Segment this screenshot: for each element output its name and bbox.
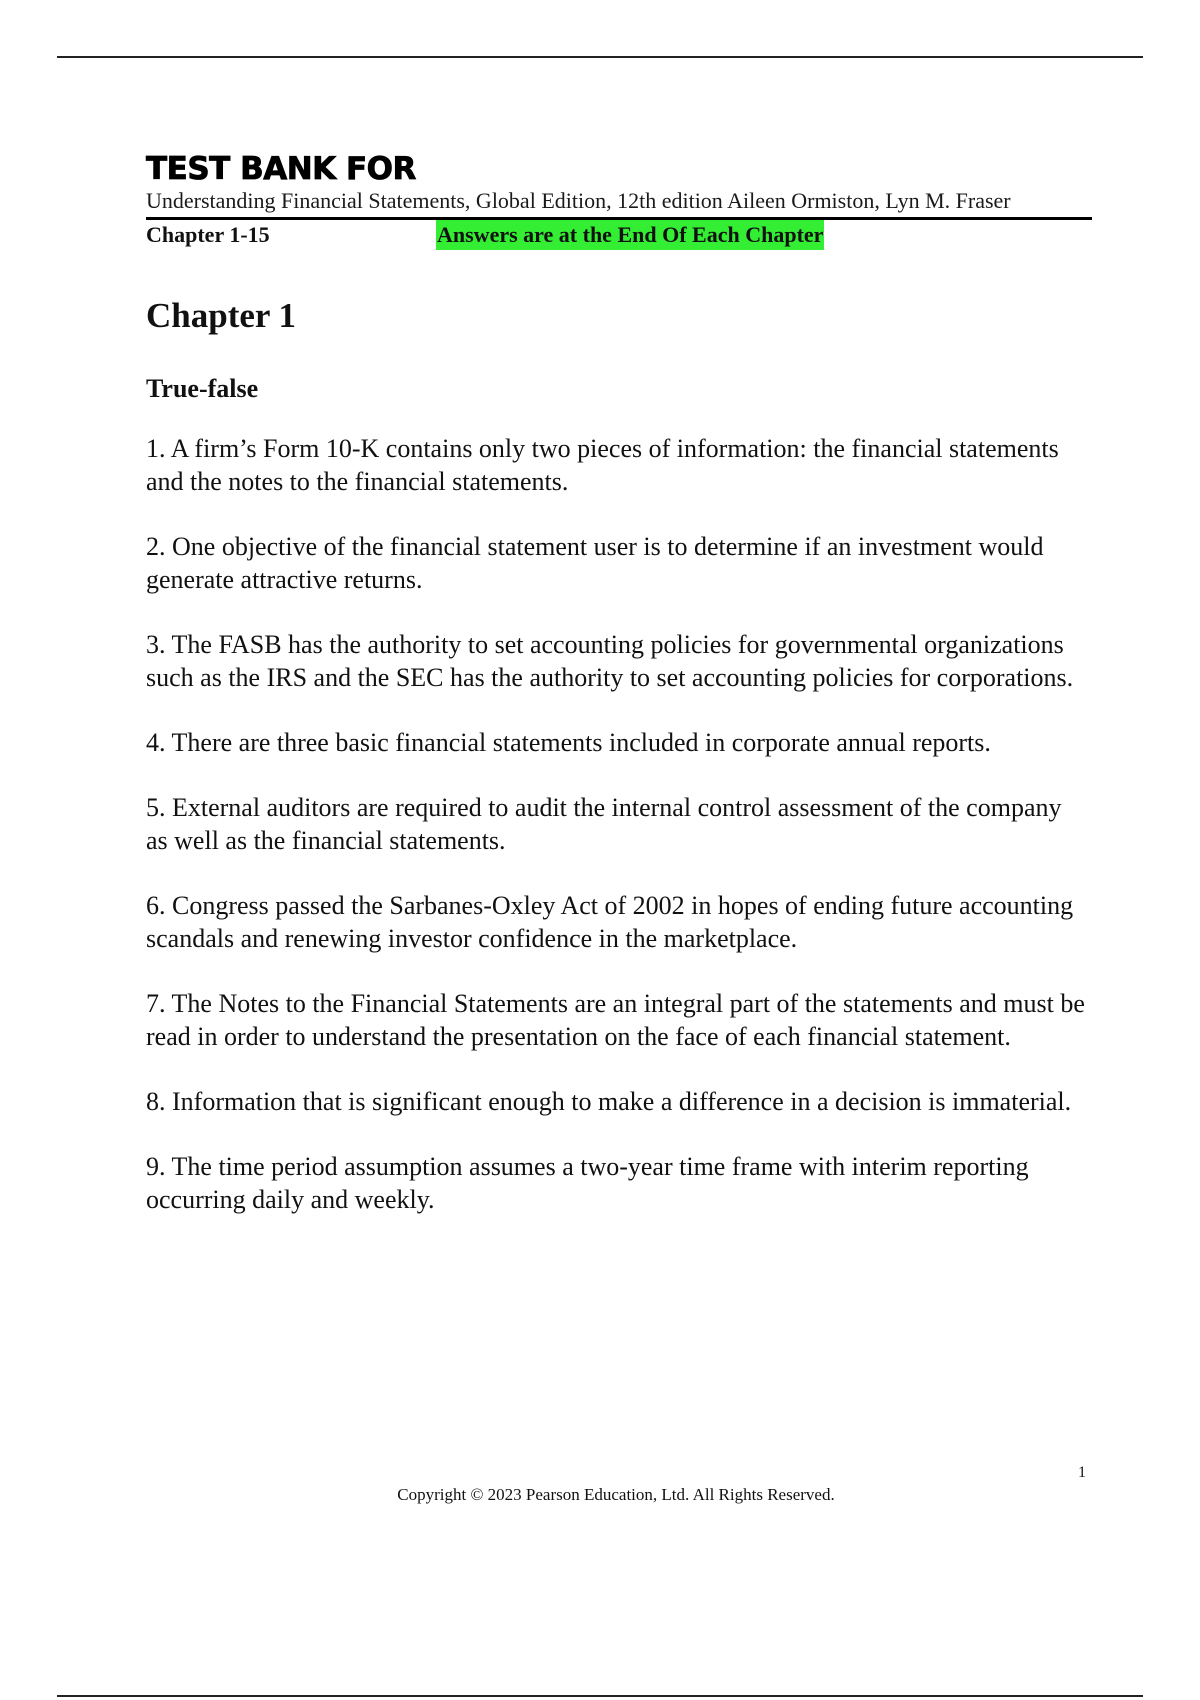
question-item: 1. A firm’s Form 10-K contains only two pieces of information: the financial statements and the notes to the financial statements. xyxy=(146,434,1059,496)
page-content xyxy=(146,150,1096,1248)
top-rule xyxy=(57,56,1143,58)
section-title: True-false xyxy=(146,374,259,403)
book-subtitle: Understanding Financial Statements, Global Edition, 12th edition Aileen Ormiston, Lyn M. Fraser xyxy=(146,188,1011,213)
question-item: 2. One objective of the financial statement user is to determine if an investment would generate attractive returns. xyxy=(146,532,1044,594)
question-item: 4. There are three basic financial statements included in corporate annual reports. xyxy=(146,728,991,757)
page-number: 1 xyxy=(1078,1464,1086,1481)
chapter-title: Chapter 1 xyxy=(146,296,297,335)
question-item: 9. The time period assumption assumes a two-year time frame with interim reporting occurring daily and weekly. xyxy=(146,1152,1029,1214)
question-item: 7. The Notes to the Financial Statements are an integral part of the statements and must be read in order to understand the presentation on the face of each financial statement. xyxy=(146,989,1085,1051)
question-item: 5. External auditors are required to audit the internal control assessment of the company as well as the financial statements. xyxy=(146,793,1062,855)
bottom-rule xyxy=(57,1695,1143,1697)
copyright-notice: Copyright © 2023 Pearson Education, Ltd. All Rights Reserved. xyxy=(397,1485,835,1504)
answers-highlight-note: Answers are at the End Of Each Chapter xyxy=(436,220,824,250)
question-item: 3. The FASB has the authority to set accounting policies for governmental organizations such as the IRS and the SEC has the authority to set accounting policies for corporations. xyxy=(146,630,1074,692)
question-item: 8. Information that is significant enough to make a difference in a decision is immaterial. xyxy=(146,1087,1072,1116)
document-brand-title: TEST BANK FOR xyxy=(146,151,416,187)
question-item: 6. Congress passed the Sarbanes-Oxley Act of 2002 in hopes of ending future accounting scandals and renewing investor confidence in the marketplace. xyxy=(146,891,1074,953)
question-list xyxy=(146,432,1096,1216)
chapter-header-row xyxy=(146,217,1092,254)
chapter-range: Chapter 1-15 xyxy=(146,222,270,247)
